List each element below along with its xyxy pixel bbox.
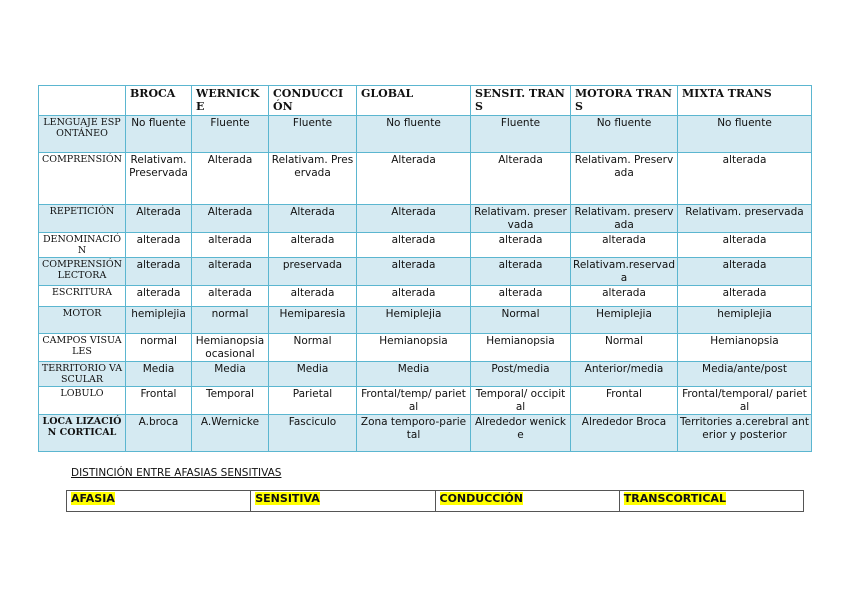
cell: Hemianopsia [678, 334, 812, 362]
cell: hemiplejia [126, 307, 192, 334]
cell: alterada [192, 286, 269, 307]
cell: alterada [357, 233, 471, 258]
header-cell [435, 491, 619, 512]
cell: Anterior/media [571, 362, 678, 387]
row-label: COMPRENSIÓN LECTORA [39, 258, 126, 286]
cell: Alterada [192, 205, 269, 233]
header-cell [67, 491, 251, 512]
cell: Relativam. Preservada [126, 153, 192, 205]
row-label: MOTOR [39, 307, 126, 334]
cell: alterada [192, 258, 269, 286]
header-conduccion: CONDUCCIÓN [269, 86, 357, 116]
conduccion-label: CONDUCCIÓN [439, 492, 523, 505]
cell: alterada [471, 258, 571, 286]
cell: alterada [357, 286, 471, 307]
header-global: GLOBAL [357, 86, 471, 116]
row-escritura [39, 286, 812, 307]
row-comprension [39, 153, 812, 205]
cell: alterada [678, 233, 812, 258]
row-label: REPETICIÓN [39, 205, 126, 233]
cell: Media [269, 362, 357, 387]
cell: Parietal [269, 387, 357, 415]
cell: alterada [571, 286, 678, 307]
cell: Hemianopsia [357, 334, 471, 362]
cell: alterada [126, 286, 192, 307]
cell: Hemiplejia [357, 307, 471, 334]
cell: alterada [678, 258, 812, 286]
cell: A.broca [126, 415, 192, 452]
cell: Alterada [357, 153, 471, 205]
cell: A.Wernicke [192, 415, 269, 452]
header-mixta-trans: MIXTA TRANS [678, 86, 812, 116]
cell: No fluente [571, 116, 678, 153]
cell: hemiplejia [678, 307, 812, 334]
header-row [67, 491, 804, 512]
row-repeticion [39, 205, 812, 233]
cell: Normal [471, 307, 571, 334]
cell: alterada [571, 233, 678, 258]
cell: No fluente [357, 116, 471, 153]
cell: alterada [357, 258, 471, 286]
cell: Relativam. preservada [471, 205, 571, 233]
cell: preservada [269, 258, 357, 286]
header-cell [619, 491, 803, 512]
cell: alterada [269, 233, 357, 258]
cell: Alterada [192, 153, 269, 205]
cell: Normal [571, 334, 678, 362]
sensitive-aphasia-table [66, 490, 804, 512]
header-row [39, 86, 812, 116]
cell: Alterada [269, 205, 357, 233]
header-cell-empty [39, 86, 126, 116]
header-cell [251, 491, 435, 512]
row-label: COMPRENSIÓN [39, 153, 126, 205]
row-label: CAMPOS VISUALES [39, 334, 126, 362]
cell: alterada [269, 286, 357, 307]
cell: Territories a.cerebral anterior y posterior [678, 415, 812, 452]
header-wernicke: WERNICKE [192, 86, 269, 116]
afasia-label: AFASIA [71, 492, 115, 505]
row-lenguaje-espontaneo [39, 116, 812, 153]
cell: Alterada [471, 153, 571, 205]
row-label: TERRITORIO VASCULAR [39, 362, 126, 387]
cell: Hemianopsia [471, 334, 571, 362]
cell: Fluente [269, 116, 357, 153]
cell: Post/media [471, 362, 571, 387]
header-broca: BROCA [126, 86, 192, 116]
cell: alterada [126, 258, 192, 286]
cell: Relativam. preservada [678, 205, 812, 233]
row-label: DENOMINACIÓN [39, 233, 126, 258]
cell: Temporal [192, 387, 269, 415]
cell: Zona temporo-parietal [357, 415, 471, 452]
row-label: ESCRITURA [39, 286, 126, 307]
cell: Alterada [126, 205, 192, 233]
cell: Alterada [357, 205, 471, 233]
row-label: LENGUAJE ESPONTÁNEO [39, 116, 126, 153]
cell: alterada [678, 286, 812, 307]
row-lobulo [39, 387, 812, 415]
cell: Hemiplejia [571, 307, 678, 334]
cell: Alrededor Broca [571, 415, 678, 452]
row-denominacion [39, 233, 812, 258]
cell: Media [126, 362, 192, 387]
cell: No fluente [126, 116, 192, 153]
cell: Fasciculo [269, 415, 357, 452]
cell: alterada [126, 233, 192, 258]
cell: alterada [678, 153, 812, 205]
cell: Relativam. preservada [571, 205, 678, 233]
cell: Media/ante/post [678, 362, 812, 387]
aphasia-comparison-table [38, 85, 812, 452]
header-sensit-trans: SENSIT. TRANS [471, 86, 571, 116]
sensitiva-label: SENSITIVA [255, 492, 320, 505]
row-comprension-lectora [39, 258, 812, 286]
section-title: DISTINCIÓN ENTRE AFASIAS SENSITIVAS [71, 467, 282, 479]
cell: Temporal/ occipital [471, 387, 571, 415]
cell: Normal [269, 334, 357, 362]
cell: Media [192, 362, 269, 387]
row-localizacion-cortical [39, 415, 812, 452]
header-motora-trans: MOTORA TRANS [571, 86, 678, 116]
row-territorio-vascular [39, 362, 812, 387]
cell: normal [192, 307, 269, 334]
cell: alterada [192, 233, 269, 258]
cell: Relativam.reservada [571, 258, 678, 286]
cell: alterada [471, 286, 571, 307]
cell: Hemiparesia [269, 307, 357, 334]
cell: Frontal [571, 387, 678, 415]
cell: Fluente [192, 116, 269, 153]
cell: Media [357, 362, 471, 387]
row-label: LOBULO [39, 387, 126, 415]
row-campos-visuales [39, 334, 812, 362]
cell: normal [126, 334, 192, 362]
cell: alterada [471, 233, 571, 258]
cell: Fluente [471, 116, 571, 153]
transcortical-label: TRANSCORTICAL [623, 492, 726, 505]
cell: Frontal/temp/ parietal [357, 387, 471, 415]
cell: Hemianopsia ocasional [192, 334, 269, 362]
cell: Relativam. Preservada [269, 153, 357, 205]
row-motor [39, 307, 812, 334]
cell: Relativam. Preservada [571, 153, 678, 205]
cell: Alrededor wenicke [471, 415, 571, 452]
cell: No fluente [678, 116, 812, 153]
cell: Frontal/temporal/ parietal [678, 387, 812, 415]
row-label: LOCA LIZACIÓN CORTICAL [39, 415, 126, 452]
cell: Frontal [126, 387, 192, 415]
